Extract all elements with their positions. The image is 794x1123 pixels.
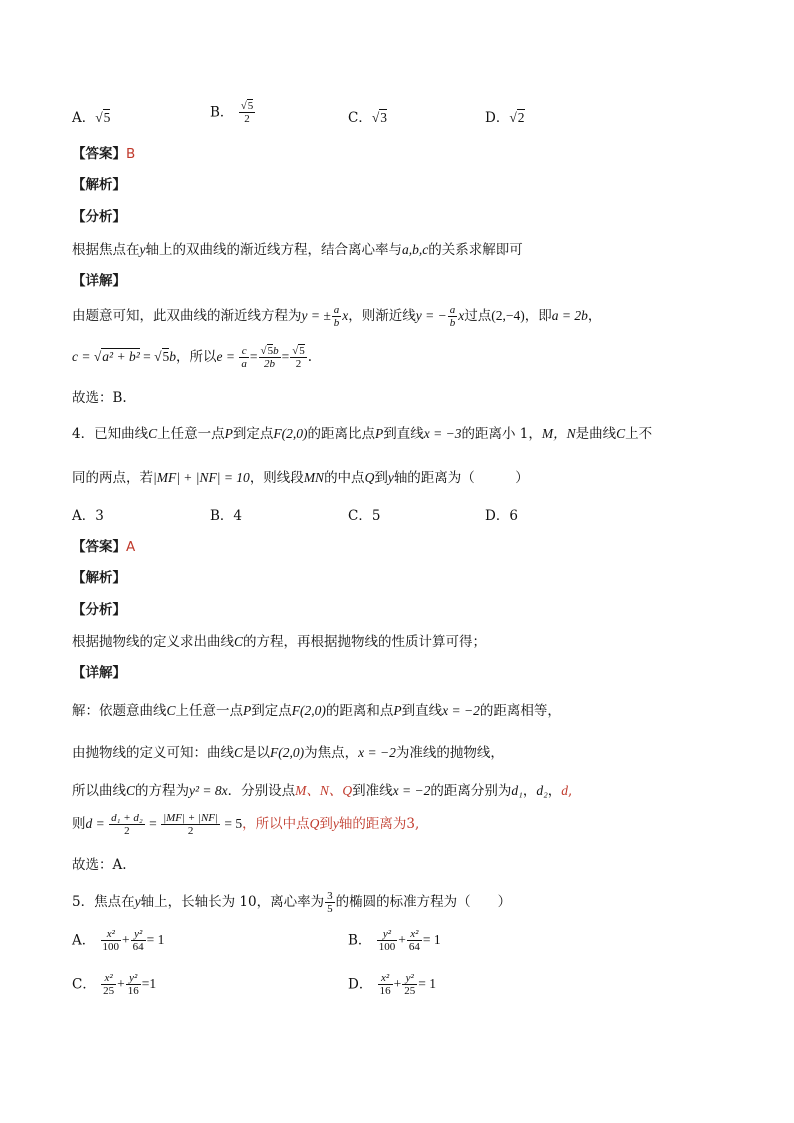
q4-detail-line-2: 由抛物线的定义可知：曲线C是以F(2,0)为焦点，x = −2为准线的抛物线， bbox=[72, 745, 504, 761]
q3-option-c: C．√ 3 bbox=[348, 108, 387, 128]
q3-conclusion: 故选：B. bbox=[72, 390, 127, 406]
q4-option-a: A．3 bbox=[72, 508, 104, 524]
q5-option-c: C． $\frac{\text{x²}}{25}$ + $\frac{\text{y²}}{16}$ =1 bbox=[72, 972, 157, 997]
q4-answer: 【答案】A bbox=[72, 539, 136, 555]
q3-detail-line-2: c = √ a² + b² = √ 5b，所以e = $\frac{c}{a}$ = √ $\frac{5b}{2b}$ = √ $\frac{5}{2}$ . bbox=[72, 345, 312, 375]
fraction: √ $\frac{5}{2}$ bbox=[239, 100, 256, 125]
q3-analysis-tag: 【解析】 bbox=[72, 177, 126, 193]
q3-fenxi-tag: 【分析】 bbox=[72, 209, 126, 225]
q4-detail-tag: 【详解】 bbox=[72, 665, 126, 681]
q4-conclusion: 故选：A. bbox=[72, 857, 127, 873]
sqrt-expression: √ 5 bbox=[95, 109, 110, 125]
q3-detail-line-1: 由题意可知，此双曲线的渐近线方程为y = ± $\frac{a}{b}$ x，则渐近线y = − $\frac{a}{b}$ x过点(2,−4)，即a = 2b， bbox=[72, 304, 602, 329]
q3-option-b: B． √ $\frac{5}{2}$ bbox=[210, 100, 256, 125]
q5-option-b: B． $\frac{\text{y²}}{100}$ + $\frac{\text{x²}}{64}$ = 1 bbox=[348, 928, 441, 953]
q4-stem-line-2: 同的两点，若|MF| + |NF| = 10，则线段MN的中点Q到y轴的距离为（ ） bbox=[72, 470, 529, 486]
q4-option-b: B．4 bbox=[210, 508, 243, 524]
q5-option-d: D． $\frac{\text{x²}}{16}$ + $\frac{\text{y²}}{25}$ = 1 bbox=[348, 972, 436, 997]
q4-detail-line-1: 解：依题意曲线C上任意一点P到定点F(2,0)的距离和点P到直线x = −2的距离相等， bbox=[72, 703, 561, 719]
q3-answer: 【答案】B bbox=[72, 146, 136, 162]
q4-fenxi-text: 根据抛物线的定义求出曲线C的方程，再根据抛物线的性质计算可得； bbox=[72, 634, 487, 650]
q4-fenxi-tag: 【分析】 bbox=[72, 602, 126, 618]
q4-option-c: C．5 bbox=[348, 508, 381, 524]
q3-option-d: D．√ 2 bbox=[485, 108, 525, 128]
q3-detail-tag: 【详解】 bbox=[72, 273, 126, 289]
q4-analysis-tag: 【解析】 bbox=[72, 570, 126, 586]
q4-detail-line-4: 则d = $\frac{\text{d₁ + d₂}}{2}$ = $\frac{|MF| + |NF|}{2}$ = 5，所以中点Q到y轴的距离为3, bbox=[72, 812, 420, 837]
q4-option-d: D．6 bbox=[485, 508, 518, 524]
q5-option-a: A． $\frac{\text{x²}}{100}$ + $\frac{\text{y²}}{64}$ = 1 bbox=[72, 928, 165, 953]
q4-detail-line-3: 所以曲线C的方程为y² = 8x．分别设点M、N、Q到准线x = −2的距离分别为d₁，d₂，d, bbox=[72, 783, 573, 799]
q3-option-a: A．√ 5 bbox=[72, 108, 110, 128]
q4-stem-line-1: 4．已知曲线C上任意一点P到定点F(2,0)的距离比点P到直线x = −3的距离小 1，M，N是曲线C上不 bbox=[72, 426, 653, 442]
q3-fenxi-text: 根据焦点在y轴上的双曲线的渐近线方程，结合离心率与a,b,c的关系求解即可 bbox=[72, 242, 523, 258]
q5-stem: 5．焦点在y轴上，长轴长为 10，离心率为 $\frac{3}{5}$ 的椭圆的标准方程为（ ） bbox=[72, 890, 512, 915]
